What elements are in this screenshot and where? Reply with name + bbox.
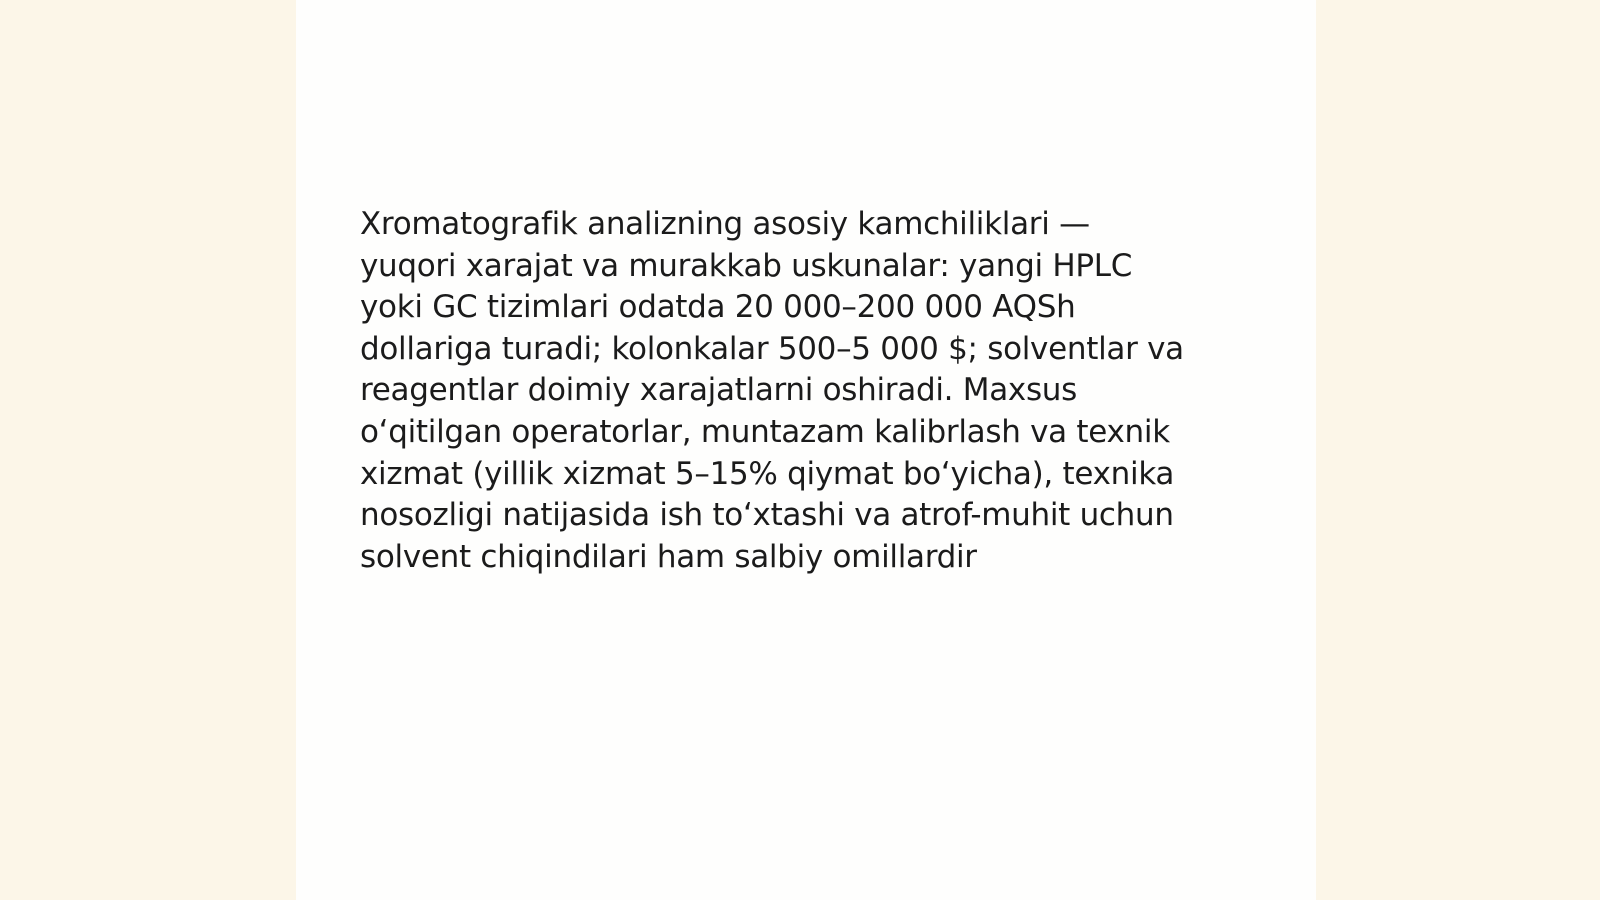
right-margin-panel — [1316, 0, 1600, 900]
slide-body-text: Xromatografik analizning asosiy kamchiliklari — yuqori xarajat va murakkab uskunalar: yangi HPLC yoki GC tizimlari odatda 20 000–200 000 AQSh dollariga turadi; kolonkalar 500–5 000 $; solventlar va reagentlar doimiy xarajatlarni oshiradi. Maxsus o‘qitilgan operatorlar, muntazam kalibrlash va texnik xizmat (yillik xizmat 5–15% qiymat bo‘yicha), texnika nosozligi natijasida ish to‘xtashi va atrof-muhit uchun solvent chiqindilari ham salbiy omillardir — [360, 206, 1184, 575]
left-margin-panel — [0, 0, 296, 900]
slide-canvas — [296, 0, 1316, 900]
